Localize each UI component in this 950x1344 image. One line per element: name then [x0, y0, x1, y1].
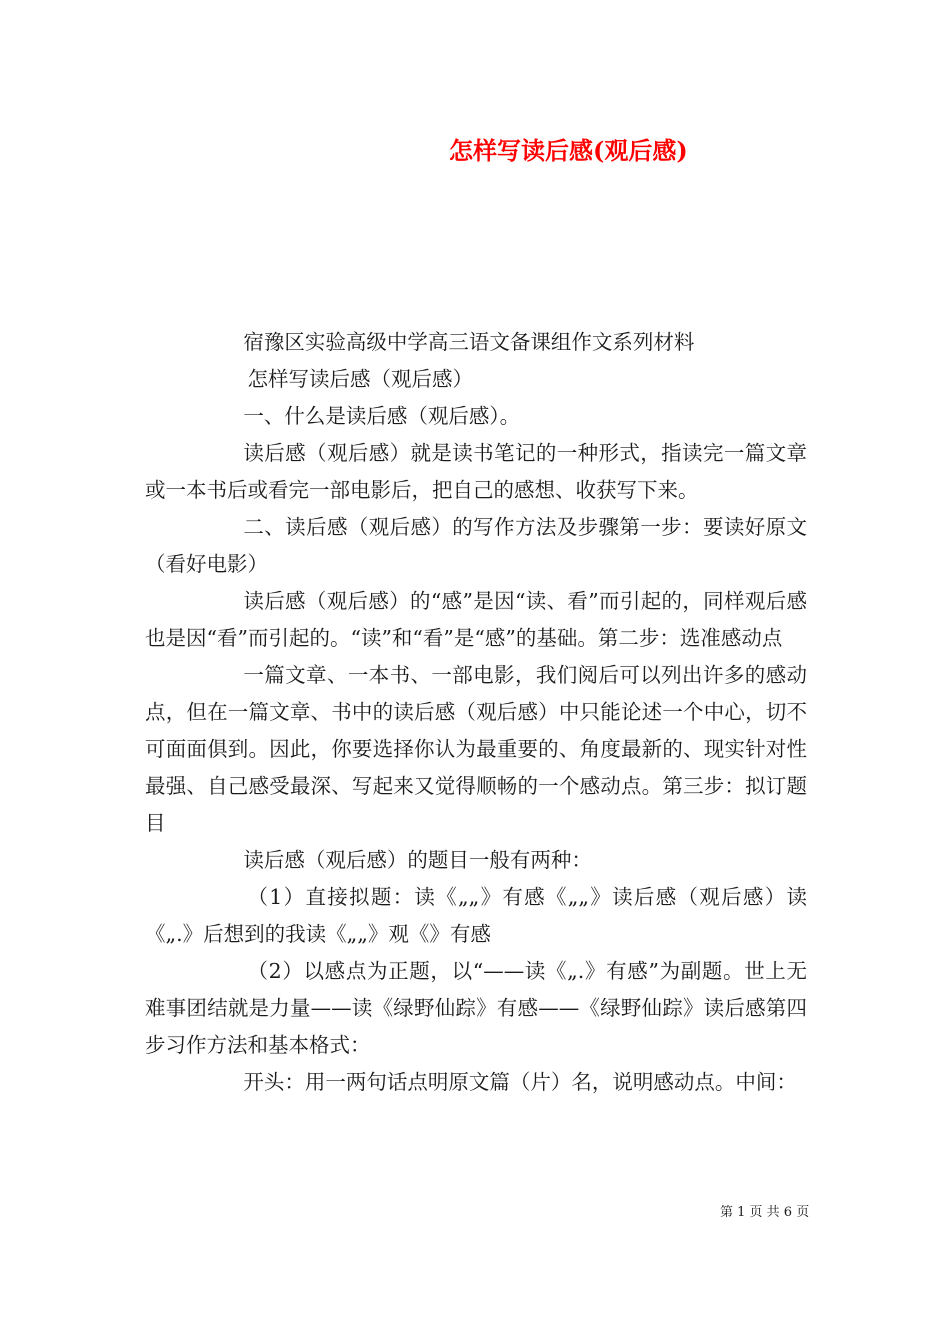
paragraph: 宿豫区实验高级中学高三语文备课组作文系列材料 [243, 330, 695, 354]
paragraph: 读后感（观后感）的“感”是因“读、看”而引起的，同样观后感也是因“看”而引起的。“读”和“看”是“感”的基础。第二步：选准感动点 [145, 589, 807, 650]
document-body [145, 324, 807, 1101]
paragraph: 一篇文章、一本书、一部电影，我们阅后可以列出许多的感动点，但在一篇文章、书中的读后感（观后感）中只能论述一个中心，切不可面面俱到。因此，你要选择你认为最重要的、角度最新的、现实针对性最强、自己感受最深、写起来又觉得顺畅的一个感动点。第三步：拟订题目 [145, 663, 807, 835]
document-title: 怎样写读后感(观后感) [449, 136, 688, 165]
paragraph: 开头：用一两句话点明原文篇（片）名，说明感动点。中间： [243, 1070, 797, 1094]
paragraph: （2）以感点为正题，以“——读《„.》有感”为副题。世上无难事团结就是力量——读《绿野仙踪》有感——《绿野仙踪》读后感第四步习作方法和基本格式： [145, 959, 807, 1057]
paragraph: 二、读后感（观后感）的写作方法及步骤第一步：要读好原文（看好电影） [145, 515, 807, 576]
paragraph: 怎样写读后感（观后感） [247, 367, 473, 391]
paragraph: 读后感（观后感）就是读书笔记的一种形式，指读完一篇文章或一本书后或看完一部电影后，把自己的感想、收获写下来。 [145, 441, 807, 502]
paragraph: （1）直接拟题：读《„„》有感《„„》读后感（观后感）读《„.》后想到的我读《„„》观《》有感 [145, 885, 807, 946]
paragraph: 一、什么是读后感（观后感）。 [243, 404, 521, 428]
page-number: 第 1 页 共 6 页 [720, 1205, 810, 1220]
paragraph: 读后感（观后感）的题目一般有两种： [243, 848, 592, 872]
